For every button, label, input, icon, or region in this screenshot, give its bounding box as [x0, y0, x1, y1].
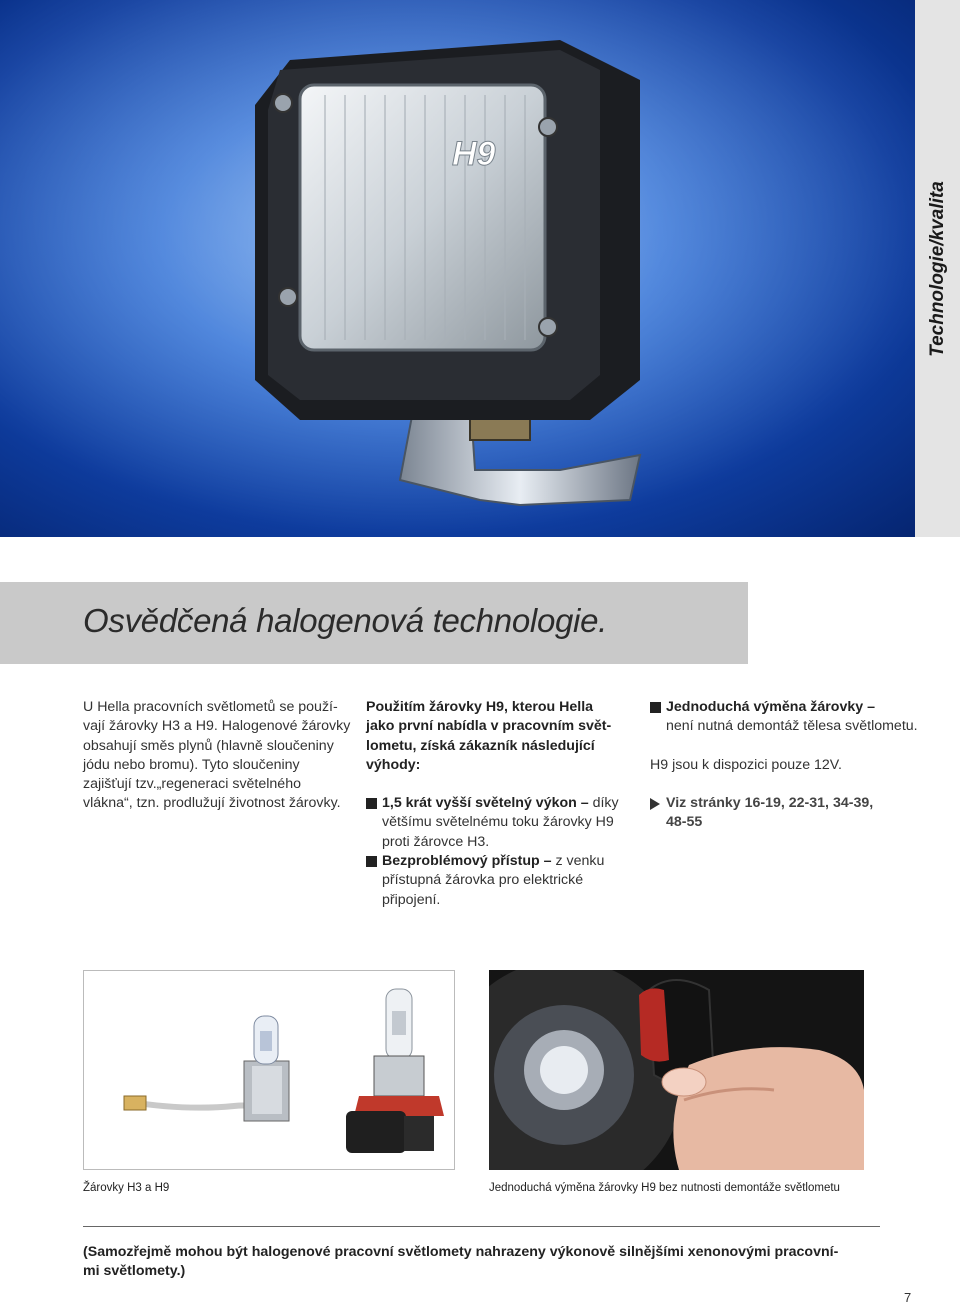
- square-bullet-icon: [366, 798, 377, 809]
- benefits-intro-line: lometu, získá zákazník následující: [366, 737, 595, 754]
- benefit-text: připojení.: [382, 891, 441, 908]
- benefit-title: 1,5 krát vyšší světelný výkon –: [382, 795, 589, 812]
- page-number: 7: [904, 1290, 912, 1304]
- benefit-item-easy-replacement: [650, 698, 950, 737]
- page-reference-link[interactable]: [650, 794, 950, 833]
- intro-line: jódu nebo bromu). Tyto sloučeniny: [83, 756, 300, 773]
- intro-line: vlákna“, tzn. prodlužují životnost žárovky.: [83, 795, 341, 812]
- intro-line: U Hella pracovních světlometů se použí-: [83, 699, 338, 715]
- h9-lens-badge: H9: [452, 135, 496, 173]
- divider: [83, 1226, 880, 1227]
- arrow-right-icon: [650, 798, 660, 810]
- side-section-title: [921, 0, 955, 537]
- page-reference-text: Viz stránky 16-19, 22-31, 34-39,: [666, 794, 874, 811]
- photo-h9-bulb-replacement: [489, 970, 864, 1170]
- square-bullet-icon: [366, 856, 377, 867]
- square-bullet-icon: [650, 702, 661, 713]
- side-title-text: Technologie/kvalita: [927, 180, 948, 357]
- work-lamp-illustration: [0, 0, 915, 537]
- photo-h3-h9-bulbs: [83, 970, 455, 1170]
- benefits-intro-line: jako první nabídla v pracovním svět-: [366, 718, 612, 735]
- details-column: [650, 698, 950, 832]
- intro-line: zajišťují tzv.„regeneraci světelného: [83, 776, 301, 793]
- photo-caption: Žárovky H3 a H9: [83, 1182, 170, 1194]
- footnote: [83, 1243, 883, 1281]
- hero-image-work-lamp: [0, 0, 915, 537]
- benefit-text: přístupná žárovka pro elektrické: [382, 872, 584, 889]
- footnote-line: mi světlomety.): [83, 1263, 186, 1279]
- intro-line: vají žárovky H3 a H9. Halogenové žárovky: [83, 718, 351, 735]
- availability-text: H9 jsou k dispozici pouze 12V.: [650, 756, 842, 773]
- benefit-title: Bezproblémový přístup –: [382, 853, 552, 870]
- page-headline: Osvědčená halogenová technologie.: [83, 602, 607, 639]
- benefit-title: Jednoduchá výměna žárovky –: [666, 699, 875, 715]
- benefit-text: z venku: [551, 853, 605, 870]
- benefit-text: většímu světelnému toku žárovky H9: [382, 814, 614, 831]
- benefit-text: není nutná demontáž tělesa světlometu.: [666, 718, 918, 735]
- intro-column: [83, 698, 351, 814]
- bulbs-illustration: [84, 971, 455, 1170]
- replacement-illustration: [489, 970, 864, 1170]
- intro-line: obsahují směs plynů (hlavně sloučeniny: [83, 737, 334, 754]
- page-reference-text: 48-55: [666, 814, 703, 831]
- benefit-item-light-output: [366, 794, 638, 852]
- benefit-text: díky: [588, 795, 619, 812]
- benefits-column: [366, 698, 638, 910]
- photo-caption: Jednoduchá výměna žárovky H9 bez nutnosti demontáže světlometu: [489, 1182, 840, 1194]
- benefit-text: proti žárovce H3.: [382, 833, 490, 850]
- benefits-intro-line: Použitím žárovky H9, kterou Hella: [366, 699, 594, 715]
- footnote-line: (Samozřejmě mohou být halogenové pracovní světlomety nahrazeny výkonově silnějšími xenonovými pracovní-: [83, 1244, 839, 1260]
- benefit-item-access: [366, 852, 638, 910]
- benefits-intro-line: výhody:: [366, 756, 421, 773]
